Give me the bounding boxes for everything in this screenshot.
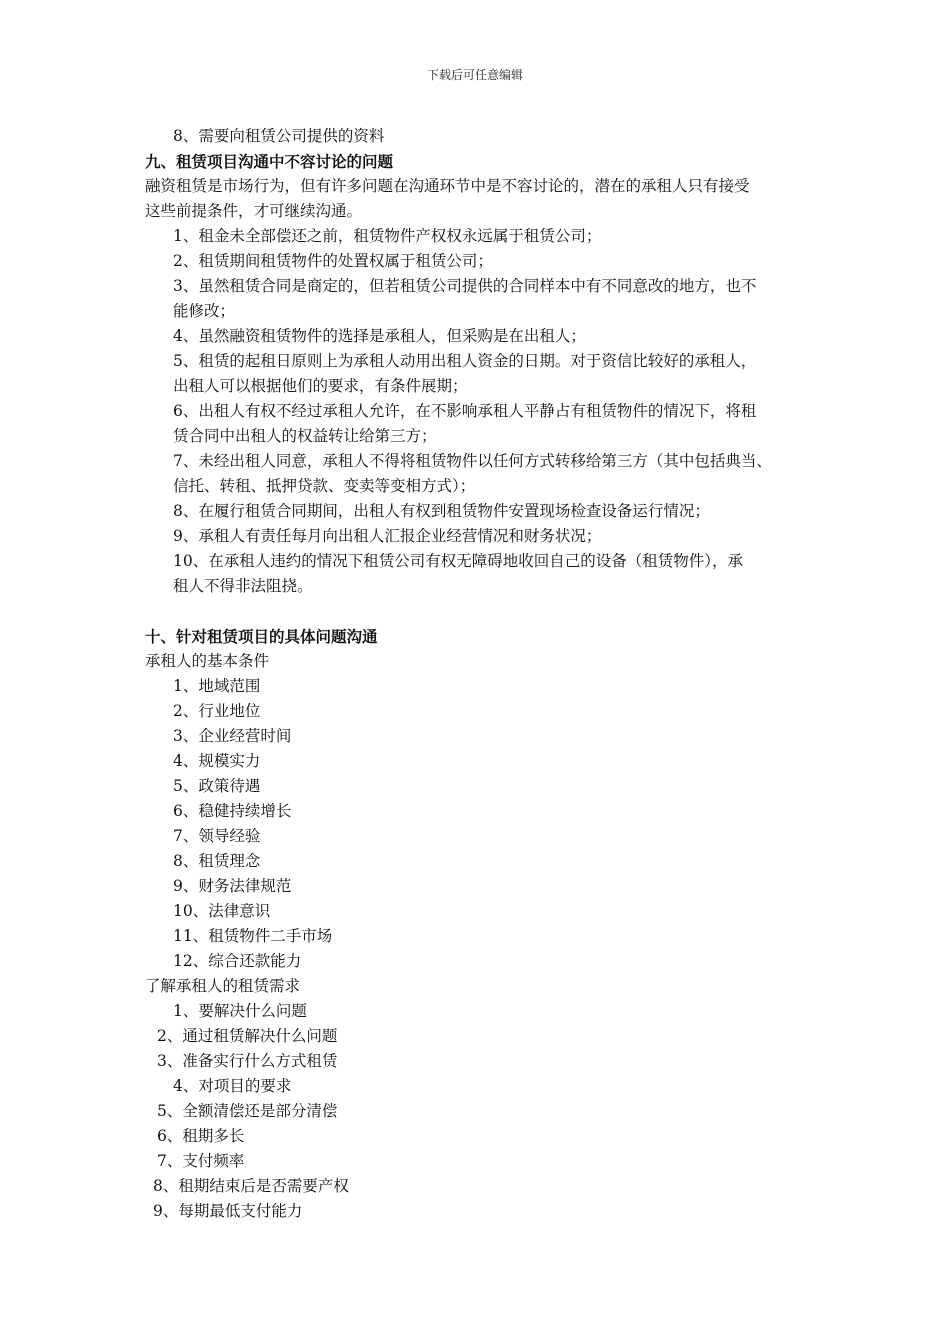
list-item: 9、承租人有责任每月向出租人汇报企业经营情况和财务状况； — [173, 527, 602, 545]
document-body — [145, 124, 825, 1224]
list-item: 2、行业地位 — [173, 702, 261, 720]
list-item: 出租人可以根据他们的要求，有条件展期； — [173, 377, 468, 395]
list-item: 信托、转租、抵押贷款、变卖等变相方式）； — [173, 477, 476, 495]
list-item: 7、领导经验 — [173, 827, 261, 845]
list-item: 9、每期最低支付能力 — [153, 1202, 303, 1220]
list-item: 租人不得非法阻挠。 — [173, 577, 313, 595]
list-item: 3、虽然租赁合同是商定的，但若租赁公司提供的合同样本中有不同意改的地方，也不 — [173, 277, 757, 295]
list-item: 8、在履行租赁合同期间，出租人有权到租赁物件安置现场检查设备运行情况； — [173, 502, 710, 520]
list-item: 1、租金未全部偿还之前，租赁物件产权权永远属于租赁公司； — [173, 227, 602, 245]
list-item: 9、财务法律规范 — [173, 877, 292, 895]
list-item: 6、稳健持续增长 — [173, 802, 292, 820]
list-item: 1、要解决什么问题 — [173, 1002, 307, 1020]
list-item: 4、规模实力 — [173, 752, 261, 770]
list-item: 赁合同中出租人的权益转让给第三方； — [173, 427, 437, 445]
list-item: 7、未经出租人同意，承租人不得将租赁物件以任何方式转移给第三方（其中包括典当、 — [173, 452, 772, 470]
list-item: 2、租赁期间租赁物件的处置权属于租赁公司； — [173, 252, 493, 270]
list-item: 3、企业经营时间 — [173, 727, 292, 745]
list-item: 10、法律意识 — [173, 902, 271, 920]
list-item: 2、通过租赁解决什么问题 — [157, 1027, 338, 1045]
subheading: 承租人的基本条件 — [145, 652, 270, 670]
list-item: 8、需要向租赁公司提供的资料 — [173, 127, 385, 145]
list-item: 5、租赁的起租日原则上为承租人动用出租人资金的日期。对于资信比较好的承租人， — [173, 352, 757, 370]
section-heading: 九、租赁项目沟通中不容讨论的问题 — [145, 152, 394, 171]
subheading: 了解承租人的租赁需求 — [145, 977, 301, 995]
list-item: 能修改； — [173, 302, 236, 320]
list-item: 1、地域范围 — [173, 677, 261, 695]
list-item: 6、出租人有权不经过承租人允许，在不影响承租人平静占有租赁物件的情况下，将租 — [173, 402, 757, 420]
list-item: 5、政策待遇 — [173, 777, 261, 795]
list-item: 8、租赁理念 — [173, 852, 261, 870]
list-item: 6、租期多长 — [157, 1127, 245, 1145]
blank-line — [145, 599, 825, 624]
paragraph-line: 融资租赁是市场行为，但有许多问题在沟通环节中是不容讨论的，潜在的承租人只有接受 — [145, 177, 750, 195]
list-item: 3、准备实行什么方式租赁 — [157, 1052, 338, 1070]
list-item: 4、对项目的要求 — [173, 1077, 292, 1095]
list-item: 10、在承租人违约的情况下租赁公司有权无障碍地收回自己的设备（租赁物件），承 — [173, 552, 743, 570]
list-item: 4、虽然融资租赁物件的选择是承租人，但采购是在出租人； — [173, 327, 586, 345]
list-item: 7、支付频率 — [157, 1152, 245, 1170]
section-heading: 十、针对租赁项目的具体问题沟通 — [145, 627, 378, 646]
list-item: 11、租赁物件二手市场 — [173, 927, 333, 945]
list-item: 12、综合还款能力 — [173, 952, 302, 970]
page-header: 下载后可任意编辑 — [426, 68, 523, 82]
list-item: 5、全额清偿还是部分清偿 — [157, 1102, 338, 1120]
paragraph-line: 这些前提条件，才可继续沟通。 — [145, 202, 363, 220]
list-item: 8、租期结束后是否需要产权 — [153, 1177, 349, 1195]
